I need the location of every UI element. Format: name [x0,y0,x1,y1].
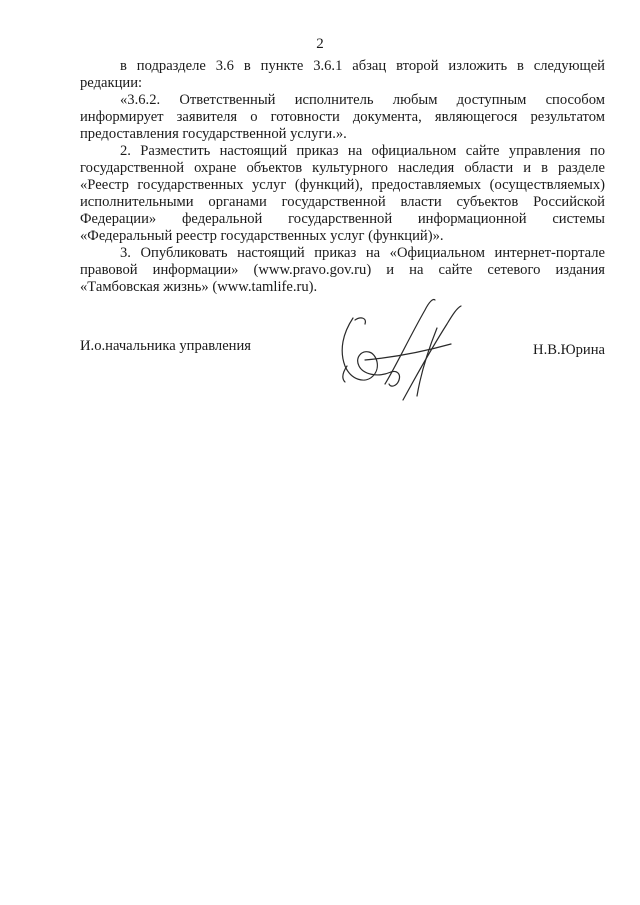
paragraph-amendment-intro: в подразделе 3.6 в пункте 3.6.1 абзац второй изложить в следующей редакции: [80,58,605,91]
page-number: 2 [316,36,324,52]
document-body [80,58,605,296]
handwritten-signature [325,288,475,413]
paragraph-amendment-text: «3.6.2. Ответственный исполнитель любым доступным способом информирует заявителя о готовности документа, являющегося результатом предоставления государственной услуги.». [80,92,605,142]
signatory-name: Н.В.Юрина [533,342,605,358]
paragraph-item-3: 3. Опубликовать настоящий приказ на «Официальном интернет-портале правовой информации» (www.pravo.gov.ru) и на сайте сетевого издания «Тамбовская жизнь» (www.tamlife.ru). [80,245,605,295]
signatory-position: И.о.начальника управления [80,338,252,354]
paragraph-item-2: 2. Разместить настоящий приказ на официальном сайте управления по государственной охране объектов культурного наследия области и в разделе «Реестр государственных услуг (функций), предоставляемых (осуществляемых) исполнительными органами государственной власти субъектов Российской Федерации» федеральной государственной информационной системы «Федеральный реестр государственных услуг (функций)». [80,143,605,244]
